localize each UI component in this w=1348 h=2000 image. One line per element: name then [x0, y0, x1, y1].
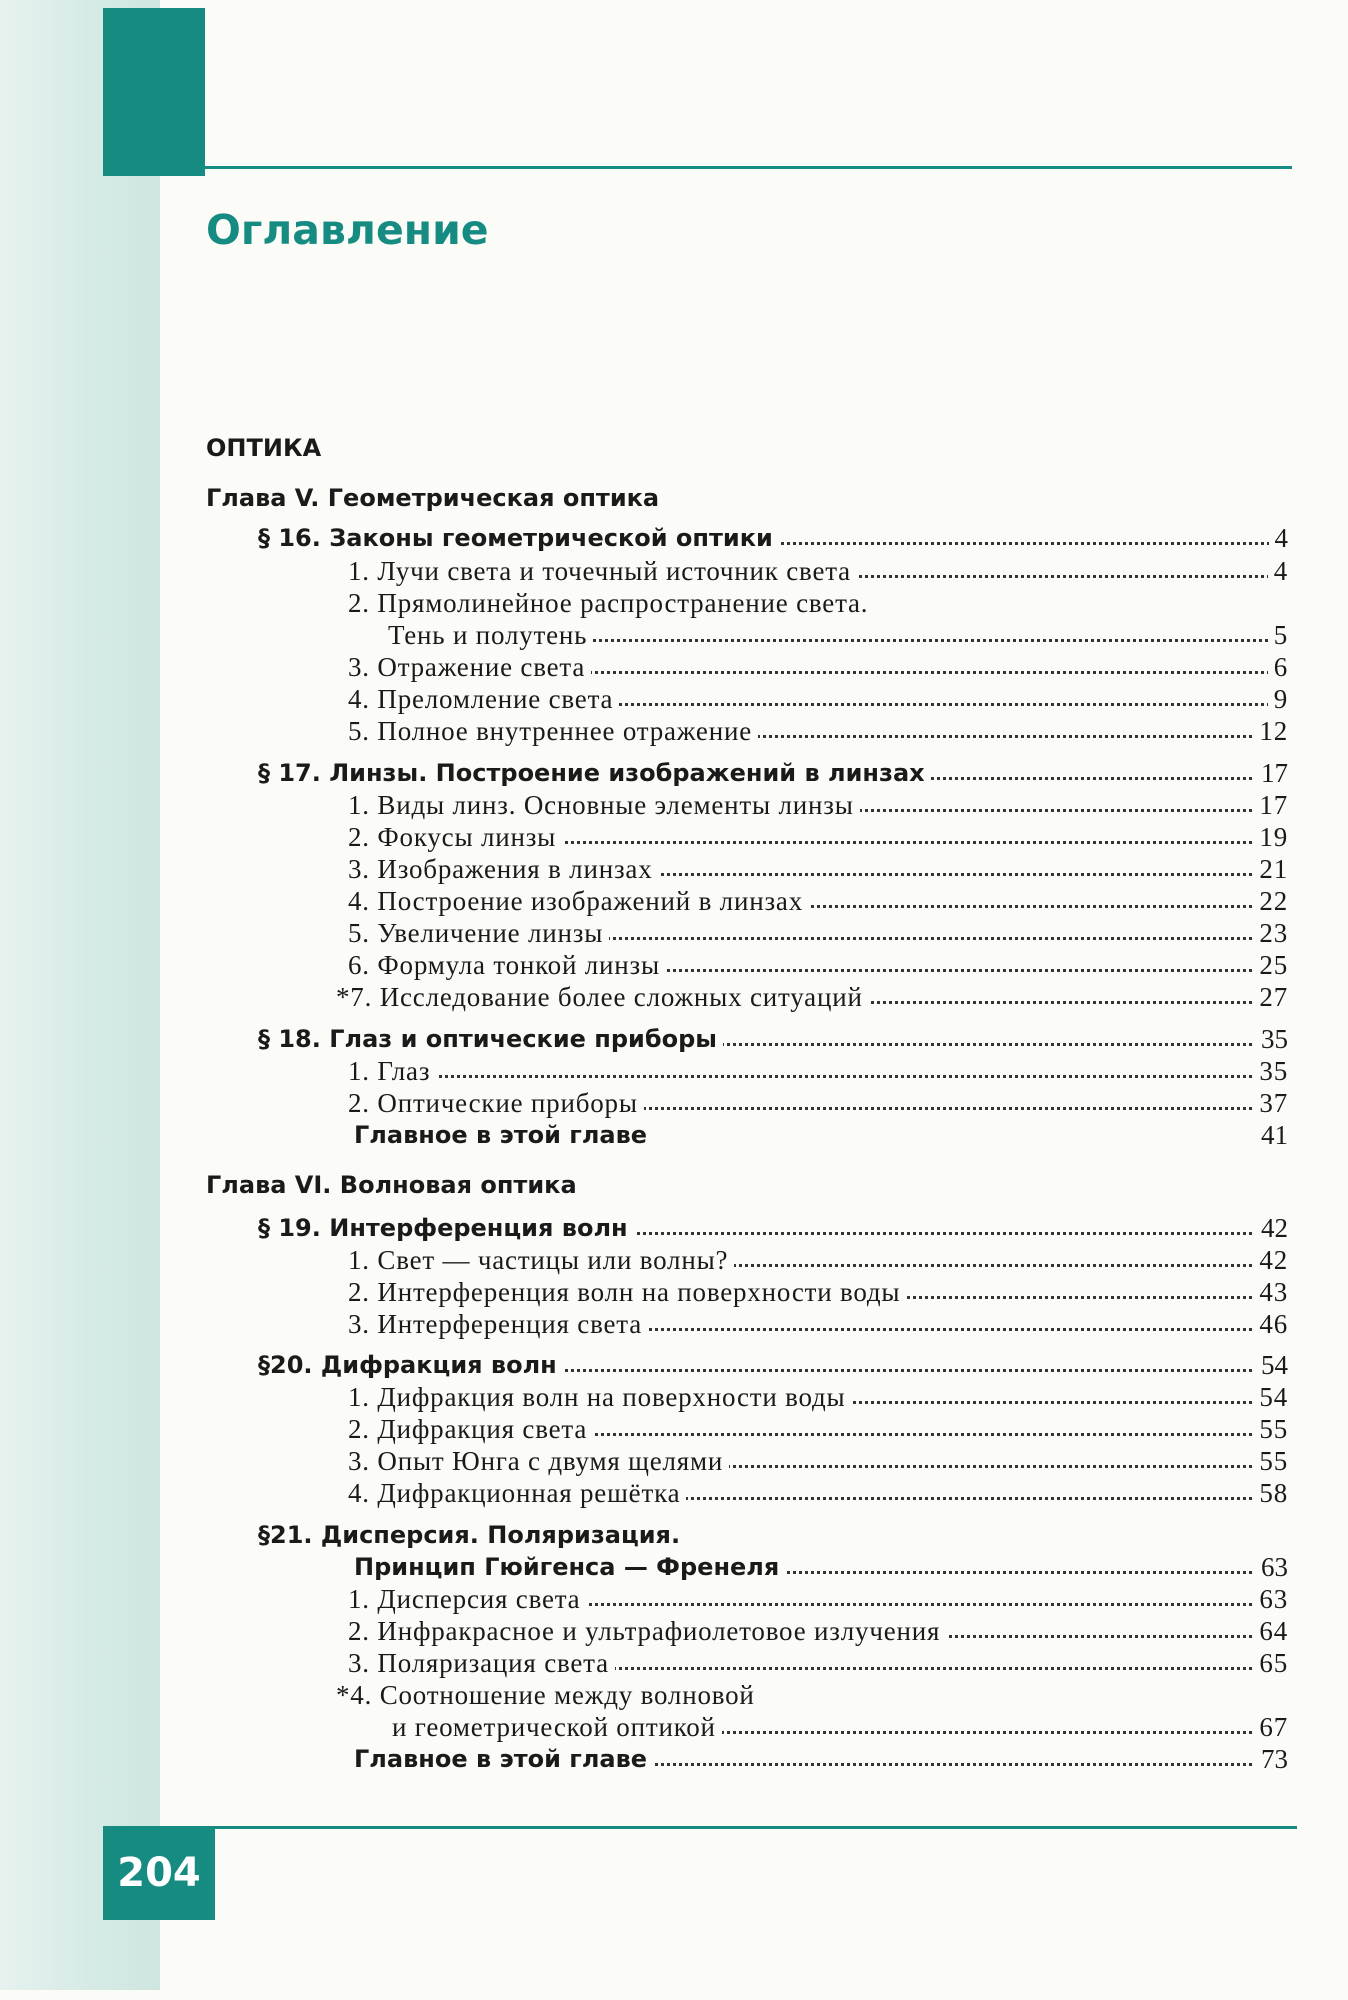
toc-item[interactable]	[348, 1477, 1288, 1509]
page-ref: 12	[1253, 715, 1288, 747]
page-ref: 35	[1253, 1055, 1288, 1087]
page-ref: 9	[1268, 683, 1288, 715]
item-label: *4. Соотношение между волновой	[336, 1680, 755, 1710]
page-ref: 25	[1253, 949, 1288, 981]
toc-item[interactable]	[348, 715, 1288, 747]
item-label: 2. Инфракрасное и ультрафиолетовое излучения	[348, 1615, 946, 1647]
toc-item[interactable]	[348, 1244, 1288, 1276]
page-ref: 19	[1253, 821, 1288, 853]
page-ref: 54	[1253, 1381, 1288, 1413]
item-label: 3. Отражение света	[348, 651, 591, 683]
toc-section[interactable]	[258, 1023, 1288, 1055]
item-label: 1. Лучи света и точечный источник света	[348, 555, 857, 587]
toc-section[interactable]	[354, 1551, 1288, 1583]
section-label: § 18. Глаз и оптические приборы	[258, 1023, 723, 1055]
item-label: 1. Свет — частицы или волны?	[348, 1244, 734, 1276]
item-label: 3. Интерференция света	[348, 1308, 648, 1340]
page-ref: 17	[1253, 789, 1288, 821]
chapter-label: Глава V. Геометрическая оптика	[206, 484, 660, 512]
toc-section[interactable]	[258, 1212, 1288, 1244]
section-label: §20. Дифракция волн	[258, 1349, 563, 1381]
toc-item[interactable]	[348, 555, 1288, 587]
page-ref: 42	[1253, 1244, 1288, 1276]
page-ref: 64	[1253, 1615, 1288, 1647]
toc-item[interactable]	[392, 1711, 1288, 1743]
page-ref: 63	[1255, 1551, 1288, 1583]
toc-item[interactable]	[348, 821, 1288, 853]
page-ref: 41	[1261, 1120, 1288, 1150]
page-ref: 22	[1253, 885, 1288, 917]
page-ref: 4	[1269, 522, 1289, 554]
toc-summary[interactable]	[354, 1119, 1288, 1151]
toc-item[interactable]	[348, 1583, 1288, 1615]
item-label: 4. Преломление света	[348, 683, 619, 715]
toc-item[interactable]	[348, 1445, 1288, 1477]
chapter-heading	[206, 482, 906, 514]
toc-item[interactable]	[348, 885, 1288, 917]
item-label-continued: и геометрической оптикой	[392, 1711, 722, 1743]
toc-section[interactable]	[258, 1349, 1288, 1381]
page-ref: 55	[1253, 1445, 1288, 1477]
toc-item-line	[336, 1679, 1288, 1711]
item-label: 3. Поляризация света	[348, 1647, 615, 1679]
item-label: 2. Фокусы линзы	[348, 821, 562, 853]
page-ref: 6	[1268, 651, 1288, 683]
page-ref: 42	[1255, 1212, 1288, 1244]
page-ref: 63	[1253, 1583, 1288, 1615]
toc-summary[interactable]	[354, 1743, 1288, 1775]
toc-item[interactable]	[348, 1615, 1288, 1647]
item-label: 6. Формула тонкой линзы	[348, 949, 666, 981]
page-ref: 27	[1253, 981, 1288, 1013]
toc-item[interactable]	[348, 1647, 1288, 1679]
page-ref: 21	[1253, 853, 1288, 885]
toc-item[interactable]	[388, 619, 1288, 651]
part-heading	[206, 432, 386, 464]
page-ref: 35	[1255, 1023, 1288, 1055]
part-heading-label: ОПТИКА	[206, 434, 322, 462]
toc-item[interactable]	[348, 917, 1288, 949]
section-label-continued: Принцип Гюйгенса — Френеля	[354, 1551, 785, 1583]
toc-item[interactable]	[348, 853, 1288, 885]
item-label: 2. Интерференция волн на поверхности воды	[348, 1276, 906, 1308]
item-label: 4. Дифракционная решётка	[348, 1477, 686, 1509]
footer-rule	[215, 1826, 1297, 1829]
page-ref: 4	[1268, 555, 1288, 587]
toc-item[interactable]	[348, 1381, 1288, 1413]
toc-item[interactable]	[348, 1413, 1288, 1445]
item-label-continued: Тень и полутень	[388, 619, 593, 651]
page-title: Оглавление	[206, 206, 489, 254]
toc-item[interactable]	[348, 789, 1288, 821]
toc-item[interactable]	[348, 683, 1288, 715]
item-label: 2. Дифракция света	[348, 1413, 593, 1445]
toc-section[interactable]	[258, 522, 1288, 554]
item-label: 2. Прямолинейное распространение света.	[348, 588, 869, 618]
page-ref: 23	[1253, 917, 1288, 949]
chapter-heading	[206, 1169, 906, 1201]
item-label: *7. Исследование более сложных ситуаций	[336, 981, 869, 1013]
toc-item[interactable]	[348, 1055, 1288, 1087]
section-label: § 16. Законы геометрической оптики	[258, 522, 779, 554]
item-label: 2. Оптические приборы	[348, 1087, 644, 1119]
page-ref: 65	[1253, 1647, 1288, 1679]
page-ref: 54	[1255, 1349, 1288, 1381]
section-label: § 19. Интерференция волн	[258, 1212, 634, 1244]
page-ref: 5	[1268, 619, 1288, 651]
toc-item[interactable]	[348, 1087, 1288, 1119]
summary-label: Главное в этой главе	[354, 1743, 653, 1775]
summary-label: Главное в этой главе	[354, 1121, 648, 1149]
toc-item[interactable]	[348, 949, 1288, 981]
page-ref: 43	[1253, 1276, 1288, 1308]
page-number: 204	[117, 1850, 201, 1896]
page-ref: 46	[1253, 1308, 1288, 1340]
item-label: 1. Глаз	[348, 1055, 436, 1087]
page-ref: 37	[1253, 1087, 1288, 1119]
item-label: 5. Увеличение линзы	[348, 917, 609, 949]
toc-section-line	[258, 1519, 1288, 1551]
item-label: 5. Полное внутреннее отражение	[348, 715, 758, 747]
item-label: 3. Опыт Юнга с двумя щелями	[348, 1445, 729, 1477]
item-label: 1. Дифракция волн на поверхности воды	[348, 1381, 852, 1413]
section-label: § 17. Линзы. Построение изображений в линзах	[258, 757, 931, 789]
chapter-label: Глава VI. Волновая оптика	[206, 1171, 577, 1199]
item-label: 1. Виды линз. Основные элементы линзы	[348, 789, 860, 821]
section-label: §21. Дисперсия. Поляризация.	[258, 1521, 681, 1549]
toc-section[interactable]	[258, 757, 1288, 789]
page-ref: 55	[1253, 1413, 1288, 1445]
toc-item[interactable]	[348, 1276, 1288, 1308]
item-label: 3. Изображения в линзах	[348, 853, 659, 885]
toc-item[interactable]	[348, 651, 1288, 683]
toc-item-line	[348, 587, 1288, 619]
toc-item[interactable]	[336, 981, 1288, 1013]
item-label: 4. Построение изображений в линзах	[348, 885, 809, 917]
page-ref: 73	[1255, 1743, 1288, 1775]
toc-item[interactable]	[348, 1308, 1288, 1340]
page-ref: 67	[1253, 1711, 1288, 1743]
page-ref: 58	[1253, 1477, 1288, 1509]
item-label: 1. Дисперсия света	[348, 1583, 586, 1615]
page-ref: 17	[1255, 757, 1288, 789]
